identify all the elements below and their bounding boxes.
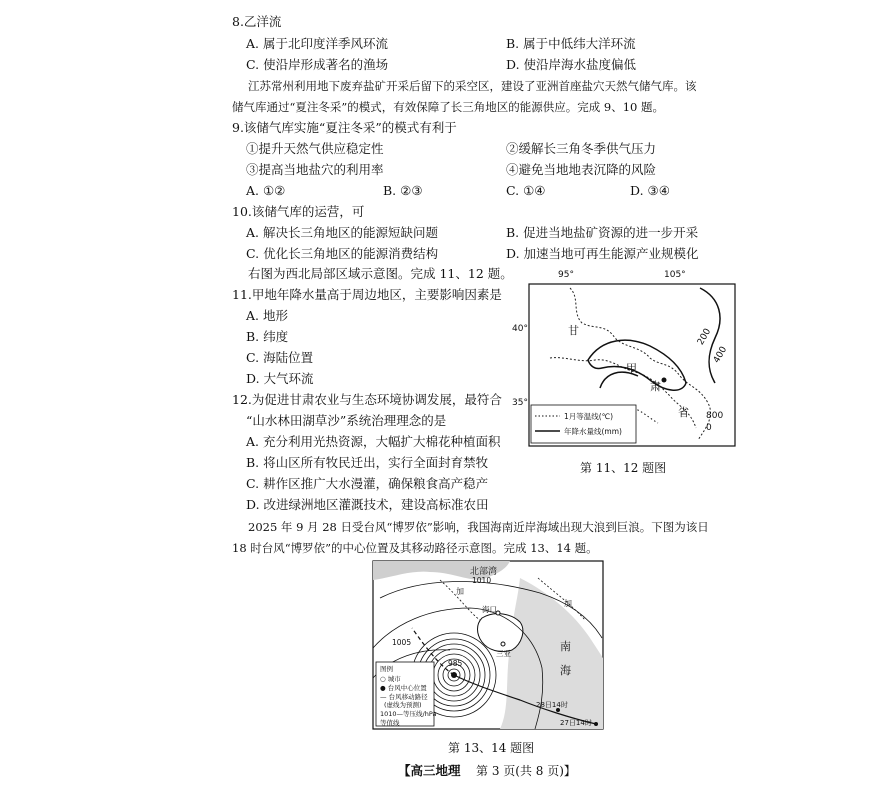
latitude-35-label: 35° [512, 398, 528, 408]
isoline-400-label: 400 [711, 345, 730, 365]
stem-9-10-line1: 江苏常州利用地下废弃盐矿开采后留下的采空区，建设了亚洲首座盐穴天然气储气库。该 [248, 79, 697, 93]
label-beibuwan: 北部湾 [470, 567, 498, 577]
stem-13-14-line2: 18 时台风“博罗依”的中心位置及其移动路径示意图。完成 13、14 题。 [232, 541, 598, 555]
legend-temperature: 1月等温线(℃) [564, 412, 614, 421]
q9-option-c: C. ①④ [506, 183, 546, 198]
q9-title: 9.该储气库实施“夏注冬采”的模式有利于 [232, 120, 457, 135]
q9-statement-2: ②缓解长三角冬季供气压力 [506, 141, 657, 156]
latitude-40-label: 40° [512, 324, 528, 334]
q8-option-d: D. 使沿岸海水盐度偏低 [506, 57, 637, 72]
q9-option-b: B. ②③ [383, 183, 423, 198]
label-gan: 甘 [568, 324, 579, 337]
footer-subject: 【高三地理 [398, 763, 461, 778]
legend-path-forecast: (虚线为预测) [384, 701, 422, 709]
stem-13-14-line1: 2025 年 9 月 28 日受台风“博罗依”影响，我国海南近岸海域出现大浪到巨浪。下图为该日 [248, 520, 709, 534]
isoline-800-label: 800 [706, 411, 724, 421]
q12-option-d: D. 改进绿洲地区灌溉技术，建设高标准农田 [246, 497, 489, 512]
q9-option-a: A. ①② [246, 183, 286, 198]
q9-statement-4: ④避免当地地表沉降的风险 [506, 162, 657, 177]
q10-option-a: A. 解决长三角地区的能源短缺问题 [246, 225, 438, 240]
label-su: 肃 [650, 380, 661, 393]
q11-option-c: C. 海陆位置 [246, 350, 314, 365]
q11-option-a: A. 地形 [246, 308, 288, 323]
label-sheng: 省 [678, 406, 689, 419]
q8-option-a: A. 属于北印度洋季风环流 [246, 36, 388, 51]
isoline-200-label: 200 [695, 327, 714, 347]
legend-contour: 等值线 [380, 719, 400, 727]
isobar-1005-label: 1005 [392, 638, 412, 647]
q10-option-b: B. 促进当地盐矿资源的进一步开采 [506, 225, 699, 240]
q11-title: 11.甲地年降水量高于周边地区，主要影响因素是 [232, 287, 502, 302]
q10-option-d: D. 加速当地可再生能源产业规模化 [506, 246, 699, 261]
q8-title: 8.乙洋流 [232, 14, 282, 29]
label-jia-1: 加 [456, 587, 464, 596]
legend-isobar: 1010—等压线/hPa [380, 710, 437, 718]
legend-city: ○ 城市 [380, 675, 401, 683]
northwest-region-map-svg [510, 268, 740, 448]
q10-option-c: C. 优化长三角地区的能源消费结构 [246, 246, 439, 261]
footer-page: 第 3 页(共 8 页)】 [476, 764, 576, 778]
city-sanya-label: 三亚 [496, 649, 511, 658]
q10-title: 10.该储气库的运营，可 [232, 204, 365, 219]
stem-11-12: 右图为西北局部区域示意图。完成 11、12 题。 [248, 266, 513, 281]
q8-option-b: B. 属于中低纬大洋环流 [506, 36, 636, 51]
longitude-105-label: 105° [664, 270, 686, 280]
typhoon-pressure-label: 985 [448, 659, 463, 668]
isobar-1010-label: 1010 [472, 576, 492, 585]
q9-statement-1: ①提升天然气供应稳定性 [246, 141, 384, 156]
q8-option-c: C. 使沿岸形成著名的渔场 [246, 57, 389, 72]
northwest-region-map [510, 268, 740, 448]
q12-option-c: C. 耕作区推广大水漫灌，确保粮食高产稳产 [246, 476, 489, 491]
time-28-label: 28日14时 [536, 701, 568, 709]
q12-title-line1: 12.为促进甘肃农业与生态环境协调发展，最符合 [232, 392, 502, 407]
time-27-label: 27日14时 [560, 719, 592, 727]
map2-caption: 第 13、14 题图 [448, 741, 535, 755]
map1-caption: 第 11、12 题图 [580, 461, 667, 475]
q9-option-d: D. ③④ [630, 183, 670, 198]
q12-option-a: A. 充分利用光热资源，大幅扩大棉花种植面积 [246, 434, 501, 449]
label-jia-2: 加 [564, 599, 572, 608]
isoline-0-label: 0 [706, 423, 712, 433]
label-hai: 海 [560, 664, 571, 677]
q12-title-line2: “山水林田湖草沙”系统治理理念的是 [246, 413, 447, 428]
q11-option-b: B. 纬度 [246, 329, 289, 344]
label-jia: 甲 [626, 362, 637, 375]
stem-9-10-line2: 储气库通过“夏注冬采”的模式，有效保障了长三角地区的能源供应。完成 9、10 题。 [232, 100, 665, 114]
legend-title: 图例 [380, 665, 393, 673]
legend-path: — 台风移动路径 [380, 693, 428, 701]
legend-rainfall: 年降水量线(mm) [564, 427, 622, 436]
typhoon-path-map [370, 558, 606, 732]
label-nan: 南 [560, 640, 571, 653]
q12-option-b: B. 将山区所有牧民迁出，实行全面封育禁牧 [246, 455, 489, 470]
q9-statement-3: ③提高当地盐穴的利用率 [246, 162, 384, 177]
longitude-95-label: 95° [558, 270, 574, 280]
city-haikou-label: 海口 [482, 605, 497, 614]
legend-typhoon-center: ● 台风中心位置 [380, 684, 427, 692]
q11-option-d: D. 大气环流 [246, 371, 314, 386]
